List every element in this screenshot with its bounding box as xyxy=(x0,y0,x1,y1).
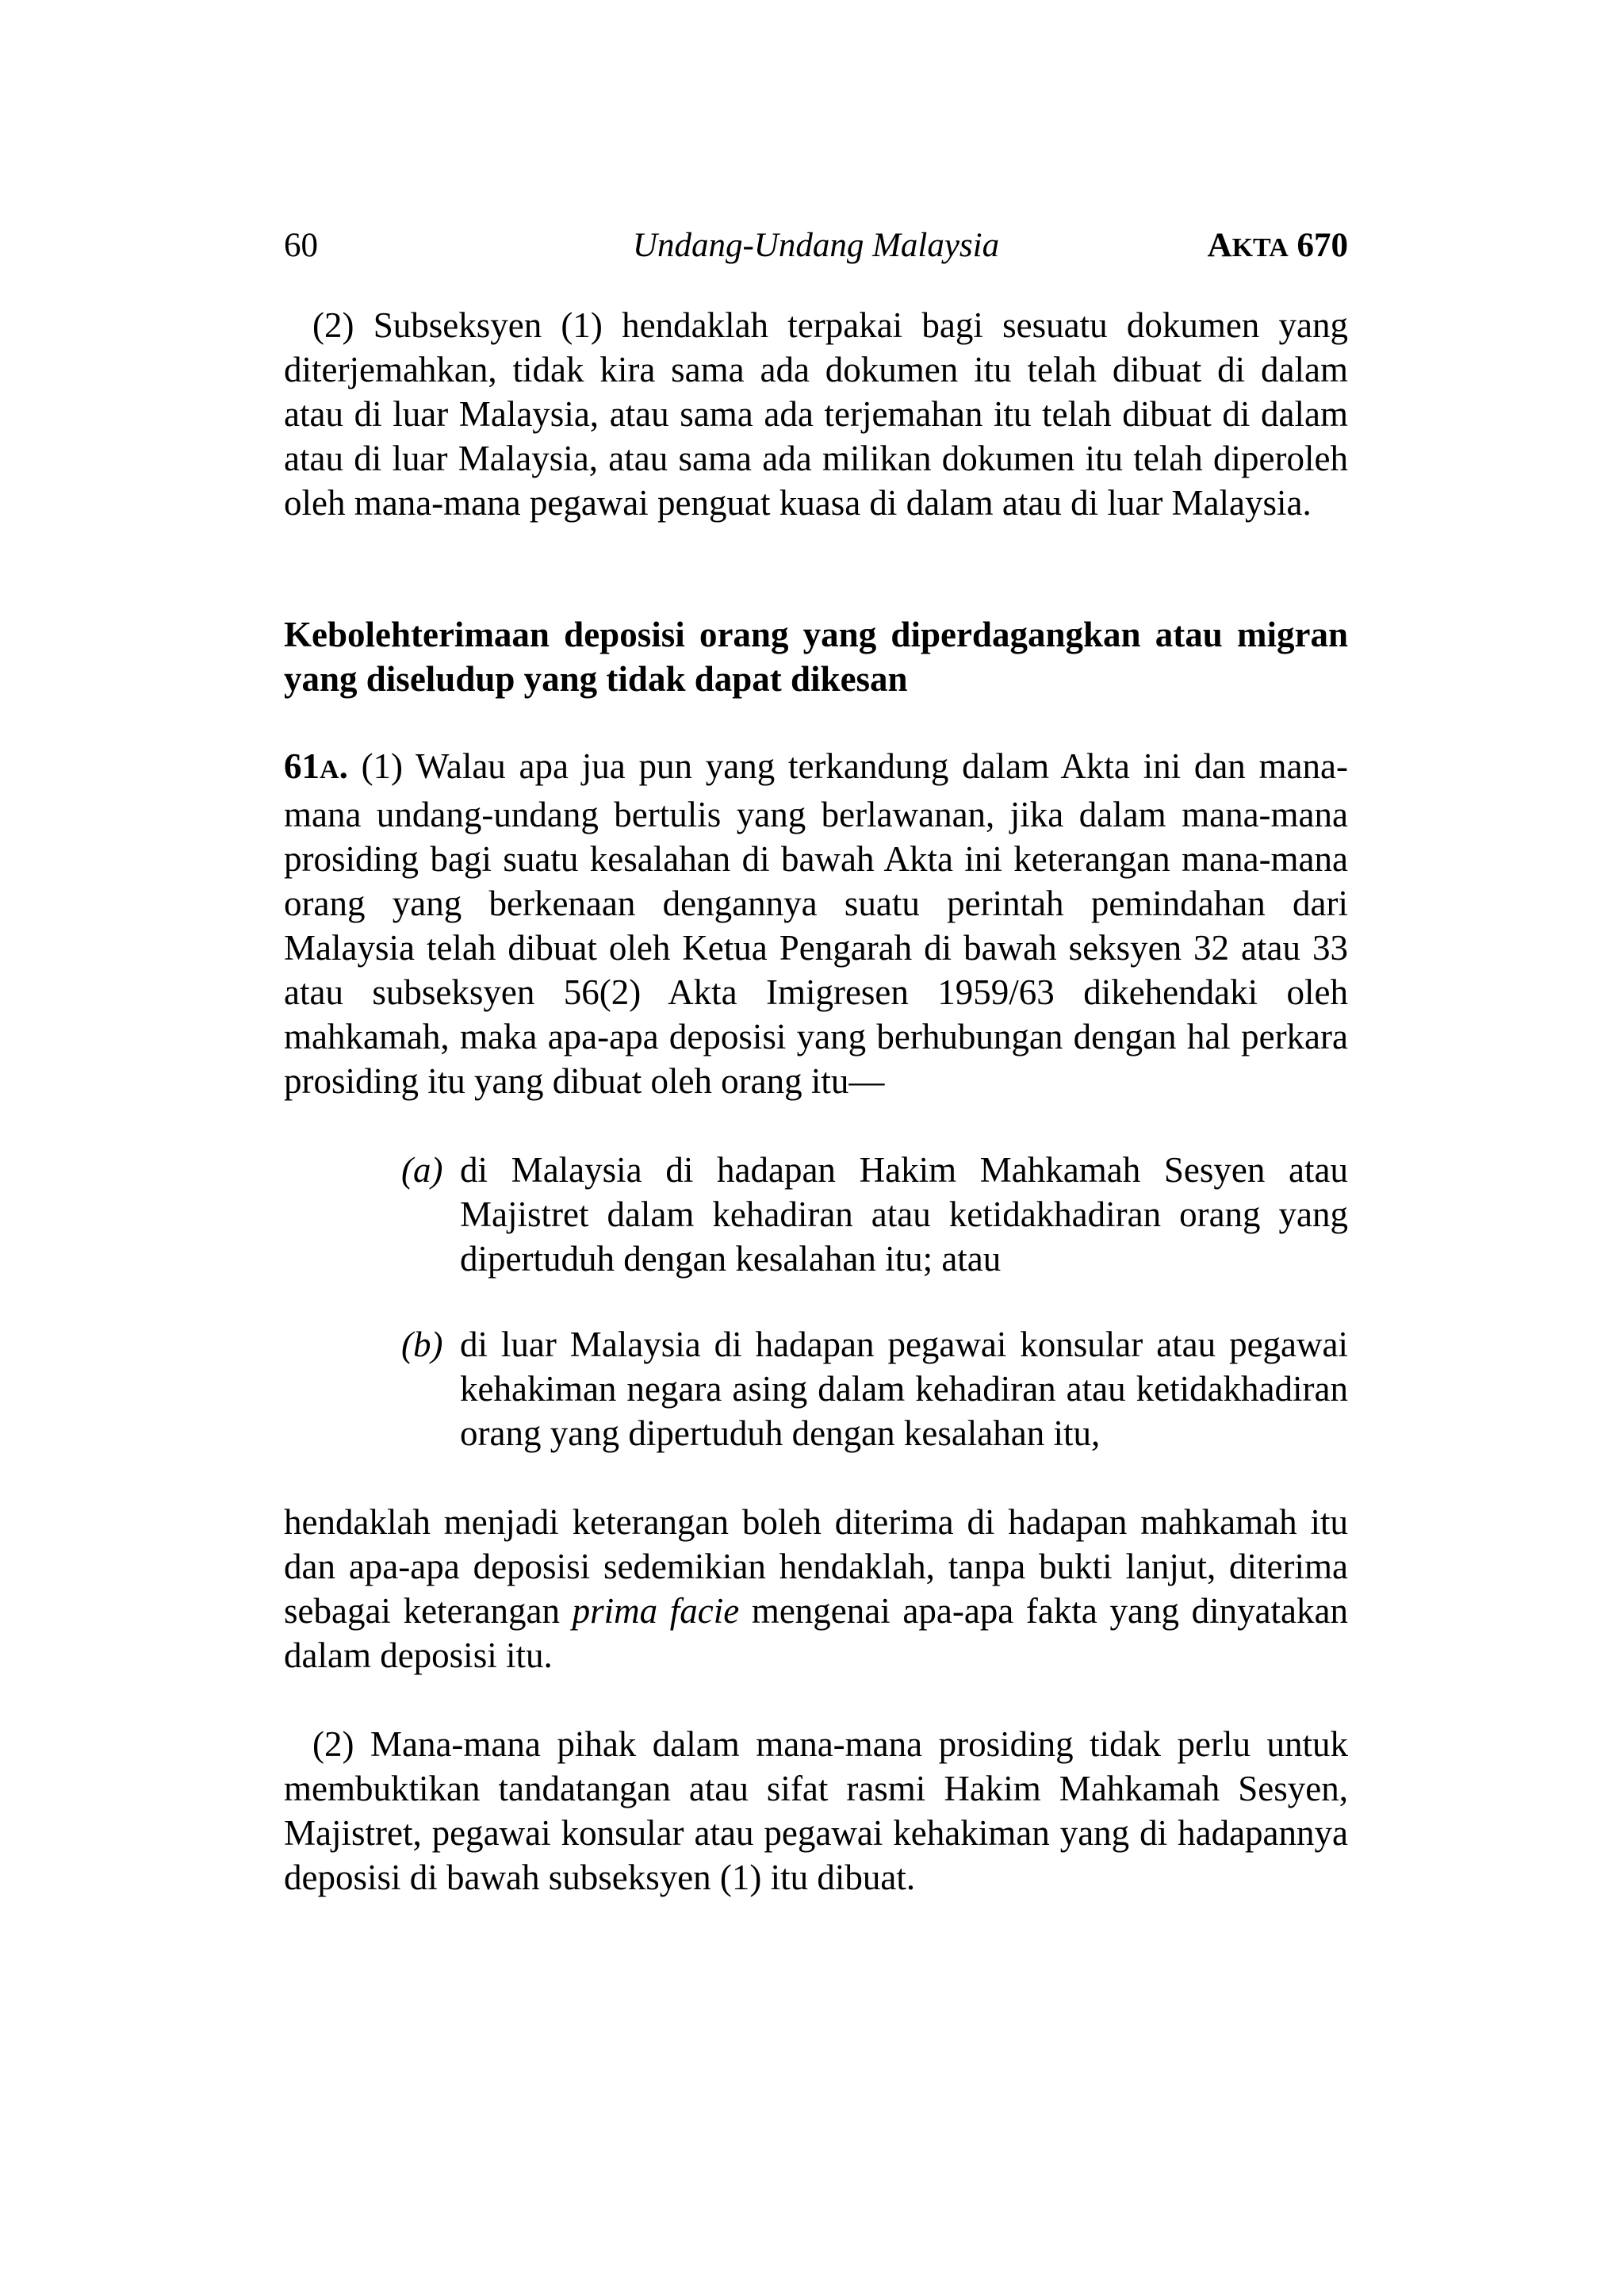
item-list xyxy=(401,1148,1348,1455)
paragraph-admissibility xyxy=(284,1500,1348,1678)
section-number-main: 61 xyxy=(284,746,320,786)
paragraph-subsection-2: (2) Subseksyen (1) hendaklah terpakai bagi sesuatu dokumen yang diterjemahkan, tidak kira sama ada dokumen itu telah dibuat di dalam atau di luar Malaysia, atau sama ada terjemahan itu telah dibuat di dalam atau di luar Malaysia, atau sama ada milikan dokumen itu telah diperoleh oleh mana-mana pegawai penguat kuasa di dalam atau di luar Malaysia. xyxy=(284,305,1348,523)
item-text: di luar Malaysia di hadapan pegawai konsular atau pegawai kehakiman negara asing dalam kehadiran atau ketidakhadiran orang yang dipertuduh dengan kesalahan itu, xyxy=(460,1325,1348,1453)
section-number-dot: . xyxy=(339,746,348,786)
item-label: (b) xyxy=(401,1325,443,1364)
running-title: Undang-Undang Malaysia xyxy=(632,227,1000,264)
section-number-suffix: A xyxy=(320,755,339,784)
act-prefix-a: A xyxy=(1207,227,1232,264)
page-number: 60 xyxy=(284,227,318,264)
document-page xyxy=(284,224,1348,1900)
section-heading: Kebolehterimaan deposisi orang yang diperdagangkan atau migran yang diseludup yang tidak dapat dikesan xyxy=(284,615,1348,699)
item-text: di Malaysia di hadapan Hakim Mahkamah Sesyen atau Majistret dalam kehadiran atau ketidakhadiran orang yang dipertuduh dengan kesalahan itu; atau xyxy=(460,1150,1348,1279)
running-header xyxy=(284,224,1348,268)
prima-facie-term: prima facie xyxy=(572,1591,740,1631)
paragraph-subsection-2b: (2) Mana-mana pihak dalam mana-mana prosiding tidak perlu untuk membuktikan tandatangan atau sifat rasmi Hakim Mahkamah Sesyen, Majistret, pegawai konsular atau pegawai kehakiman yang di hadapannya deposisi di bawah subseksyen (1) itu dibuat. xyxy=(284,1724,1348,1897)
item-label: (a) xyxy=(401,1150,443,1190)
section-text: (1) Walau apa jua pun yang terkandung dalam Akta ini dan mana-mana undang-undang bertulis yang berlawanan, jika dalam mana-mana prosiding bagi suatu kesalahan di bawah Akta ini keterangan mana-mana orang yang berkenaan dengannya suatu perintah pemindahan dari Malaysia telah dibuat oleh Ketua Pengarah di bawah seksyen 32 atau 33 atau subseksyen 56(2) Akta Imigresen 1959/63 dikehendaki oleh mahkamah, maka apa-apa deposisi yang berhubungan dengan hal perkara prosiding itu yang dibuat oleh orang itu— xyxy=(284,746,1348,1101)
section-number xyxy=(284,746,348,786)
section-61a-paragraph xyxy=(284,744,1348,1103)
act-prefix-kta: KTA xyxy=(1231,233,1289,263)
act-number-value: 670 xyxy=(1288,227,1348,264)
list-item xyxy=(401,1148,1348,1281)
paragraph-text-end: mengenai apa-apa fakta yang dinyatakan dalam deposisi itu. xyxy=(284,1591,1349,1675)
list-item xyxy=(401,1322,1348,1455)
paragraph-text-start: hendaklah menjadi keterangan boleh diterima di hadapan mahkamah itu dan apa-apa deposisi sedemikian hendaklah, tanpa bukti lanjut, diterima sebagai keterangan xyxy=(284,1502,1348,1631)
act-number xyxy=(1208,224,1348,270)
